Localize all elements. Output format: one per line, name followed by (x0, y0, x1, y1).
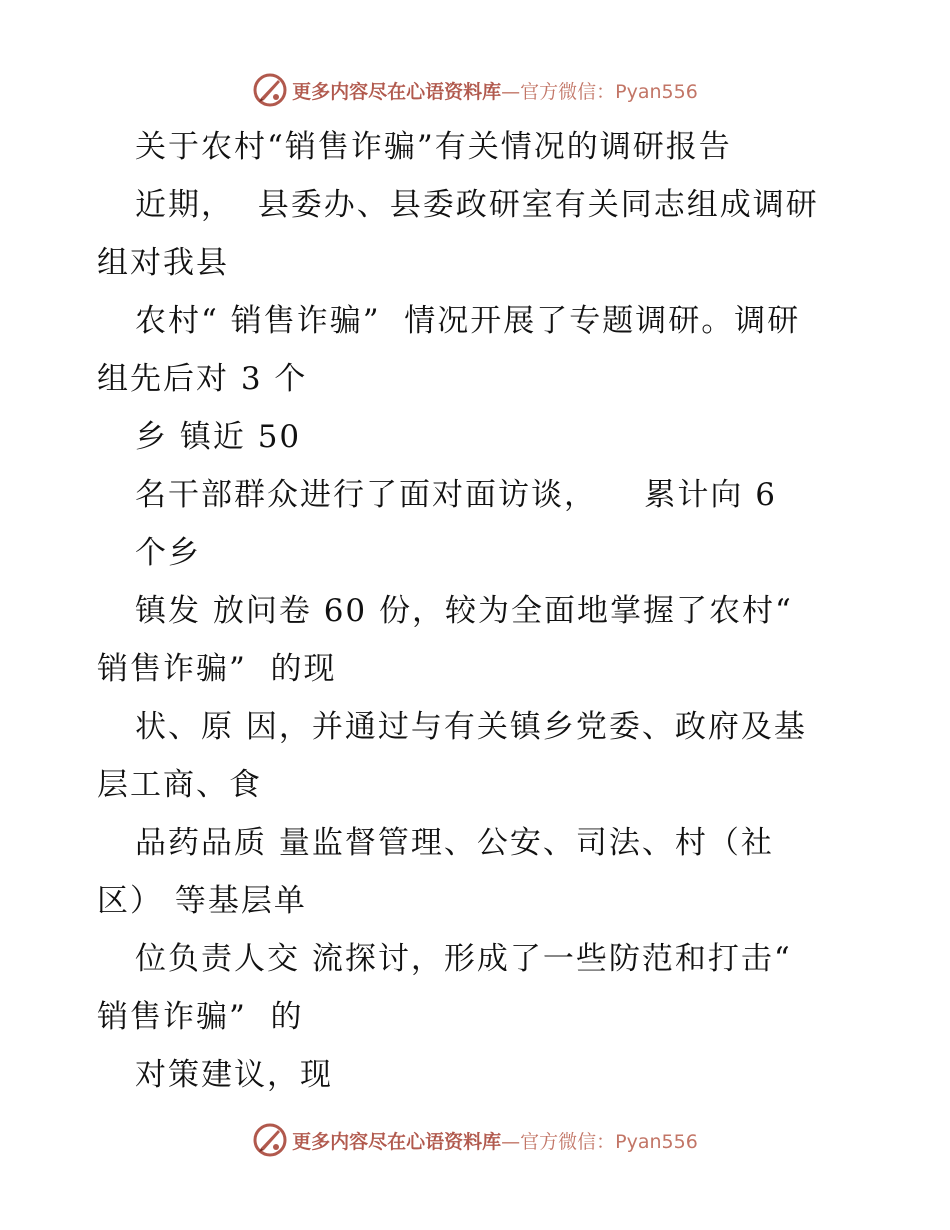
paragraph-line: 组先后对 3 个 (97, 361, 308, 397)
document-title: 关于农村“销售诈骗”有关情况的调研报告 (135, 129, 732, 165)
paragraph-line: 组对我县 (97, 245, 229, 281)
paragraph-line: 区） 等基层单 (97, 883, 307, 919)
paragraph-line: 对策建议，现 (135, 1057, 333, 1093)
paragraph-line: 近期， 县委办、县委政研室有关同志组成调研 (135, 187, 819, 223)
watermark-text: 更多内容尽在心语资料库 (292, 80, 502, 103)
watermark-text: 更多内容尽在心语资料库 (292, 1130, 502, 1153)
paragraph-line: 镇发 放问卷 60 份，较为全面地掌握了农村“ (135, 593, 793, 629)
quill-pen-logo-icon (252, 1122, 288, 1158)
watermark-wechat: —官方微信：Pyan556 (501, 80, 698, 103)
paragraph-line: 状、原 因，并通过与有关镇乡党委、政府及基 (135, 709, 807, 745)
document-body (97, 118, 867, 1104)
header-watermark (0, 70, 950, 110)
paragraph-line: 个乡 (135, 535, 201, 571)
paragraph-line: 层工商、食 (97, 767, 262, 803)
quill-pen-logo-icon (252, 72, 288, 108)
watermark-wechat: —官方微信：Pyan556 (501, 1130, 698, 1153)
footer-watermark (0, 1120, 950, 1160)
paragraph-line: 位负责人交 流探讨，形成了一些防范和打击“ (135, 941, 792, 977)
paragraph-line: 农村“ 销售诈骗” 情况开展了专题调研。调研 (135, 303, 801, 339)
paragraph-line: 品药品质 量监督管理、公安、司法、村（社 (135, 825, 774, 861)
paragraph-line: 销售诈骗” 的现 (97, 651, 337, 687)
paragraph-line: 乡 镇近 50 (135, 419, 302, 455)
paragraph-line: 名干部群众进行了面对面访谈， 累计向 6 (135, 477, 777, 513)
paragraph-line: 销售诈骗” 的 (97, 999, 304, 1035)
